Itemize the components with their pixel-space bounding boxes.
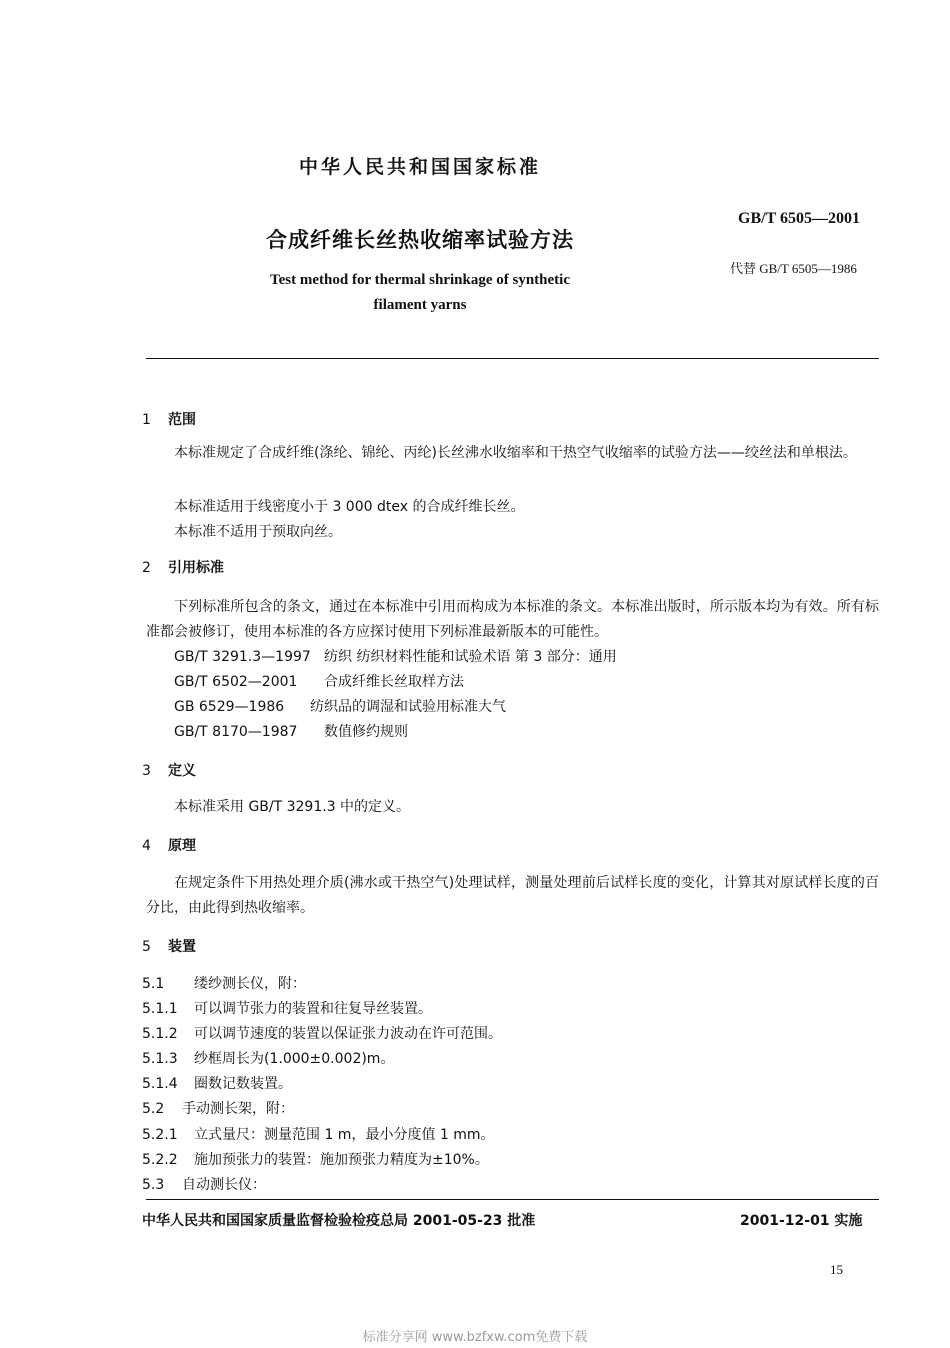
item-text: 自动测长仪： (182, 1177, 266, 1193)
section-2-paragraph: 下列标准所包含的条文，通过在本标准中引用而构成为本标准的条文。本标准出版时，所示版本均为有效。所有标准都会被修订，使用本标准的各方应探讨使用下列标准最新版本的可能性。 (146, 599, 879, 640)
reference-title: 纺织品的调湿和试验用标准大气 (310, 699, 506, 715)
item-number: 5.1 (142, 976, 165, 992)
section-number: 4 (142, 838, 151, 854)
section-title: 装置 (168, 939, 196, 955)
reference-item (174, 696, 506, 716)
apparatus-item (142, 998, 432, 1018)
apparatus-item (142, 1023, 502, 1043)
section-5-heading (142, 936, 196, 956)
reference-code: GB/T 6502—2001 (174, 674, 298, 690)
section-title: 定义 (168, 763, 196, 779)
apparatus-item (142, 1098, 294, 1118)
replaces-standard: 代替 GB/T 6505—1986 (730, 261, 857, 276)
section-title: 引用标准 (168, 560, 224, 576)
section-number: 5 (142, 939, 151, 955)
apparatus-item (142, 1073, 292, 1093)
apparatus-item (142, 1048, 394, 1068)
item-text: 缕纱测长仪，附： (194, 976, 306, 992)
footer-divider (146, 1199, 879, 1200)
national-standard-heading: 中华人民共和国国家标准 (298, 156, 541, 178)
reference-item (174, 646, 617, 666)
section-1-line-2: 本标准适用于线密度小于 3 000 dtex 的合成纤维长丝。 (174, 499, 525, 515)
title-en-line1: Test method for thermal shrinkage of synthetic (270, 272, 570, 288)
standard-number: GB/T 6505—2001 (738, 210, 860, 227)
section-number: 1 (142, 412, 151, 428)
watermark-text: 标准分享网 www.bzfxw.com免费下载 (362, 1330, 588, 1345)
reference-item (174, 721, 408, 741)
item-number: 5.1.3 (142, 1051, 178, 1067)
reference-title: 合成纤维长丝取样方法 (324, 674, 464, 690)
reference-title: 纺织 纺织材料性能和试验术语 第 3 部分：通用 (324, 649, 617, 665)
apparatus-item (142, 973, 306, 993)
section-1-paragraph: 本标准规定了合成纤维(涤纶、锦纶、丙纶)长丝沸水收缩率和干热空气收缩率的试验方法——绞丝法和单根法。 (174, 445, 857, 461)
section-2-heading (142, 557, 224, 577)
item-text: 立式量尺：测量范围 1 m，最小分度值 1 mm。 (194, 1127, 495, 1143)
item-number: 5.1.4 (142, 1076, 178, 1092)
title-en-line2: filament yarns (373, 297, 467, 313)
approval-statement: 中华人民共和国国家质量监督检验检疫总局 2001-05-23 批准 (142, 1213, 536, 1229)
section-title: 原理 (168, 838, 196, 854)
item-text: 可以调节速度的装置以保证张力波动在许可范围。 (194, 1026, 502, 1042)
section-4-heading (142, 835, 196, 855)
apparatus-item (142, 1174, 266, 1194)
reference-item (174, 671, 464, 691)
item-number: 5.2.1 (142, 1127, 178, 1143)
item-number: 5.2 (142, 1101, 165, 1117)
reference-code: GB/T 8170—1987 (174, 724, 298, 740)
item-text: 纱框周长为(1.000±0.002)m。 (194, 1051, 395, 1067)
section-number: 2 (142, 560, 151, 576)
item-number: 5.2.2 (142, 1152, 178, 1168)
reference-code: GB 6529—1986 (174, 699, 285, 715)
section-1-line-3: 本标准不适用于预取向丝。 (174, 524, 342, 540)
item-number: 5.3 (142, 1177, 165, 1193)
section-4-paragraph: 在规定条件下用热处理介质(沸水或干热空气)处理试样，测量处理前后试样长度的变化，计算其对原试样长度的百分比，由此得到热收缩率。 (146, 875, 879, 916)
item-text: 施加预张力的装置：施加预张力精度为±10%。 (194, 1152, 489, 1168)
section-number: 3 (142, 763, 151, 779)
document-title-cn: 合成纤维长丝热收缩率试验方法 (266, 228, 574, 252)
reference-code: GB/T 3291.3—1997 (174, 649, 311, 665)
implementation-date: 2001-12-01 实施 (740, 1213, 863, 1229)
item-number: 5.1.1 (142, 1001, 178, 1017)
page-number: 15 (830, 1262, 843, 1277)
item-text: 可以调节张力的装置和往复导丝装置。 (194, 1001, 432, 1017)
header-divider (146, 358, 879, 359)
item-number: 5.1.2 (142, 1026, 178, 1042)
section-title: 范围 (168, 412, 196, 428)
apparatus-item (142, 1149, 489, 1169)
section-1-heading (142, 409, 196, 429)
item-text: 手动测长架，附： (182, 1101, 294, 1117)
document-title-en (0, 268, 840, 318)
reference-title: 数值修约规则 (324, 724, 408, 740)
section-3-heading (142, 760, 196, 780)
apparatus-item (142, 1124, 495, 1144)
section-3-line-1: 本标准采用 GB/T 3291.3 中的定义。 (174, 799, 411, 815)
item-text: 圈数记数装置。 (194, 1076, 292, 1092)
